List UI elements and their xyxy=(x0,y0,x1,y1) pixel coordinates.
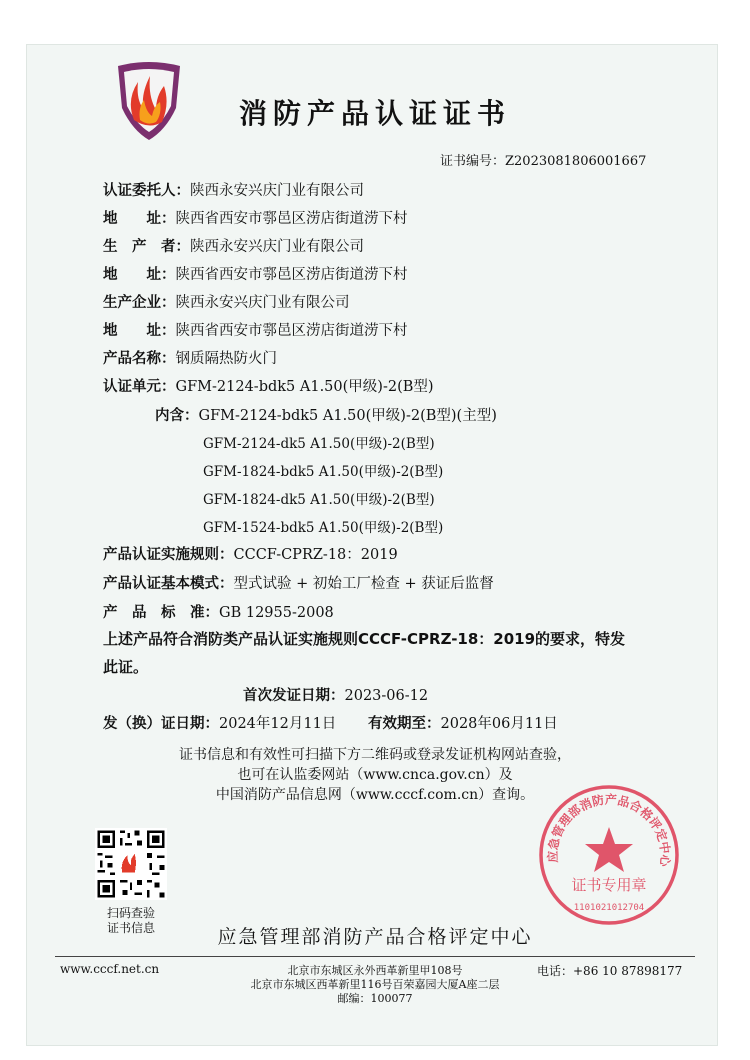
contains-item: GFM-2124-bdk5 A1.50(甲级)-2(B型)(主型) xyxy=(198,408,497,424)
mode-row xyxy=(103,572,494,593)
product-name-label: 产品名称： xyxy=(103,351,176,367)
contains-item: GFM-1824-dk5 A1.50(甲级)-2(B型) xyxy=(203,492,435,508)
address-value: 陕西省西安市鄠邑区涝店街道涝下村 xyxy=(175,267,408,283)
first-issue-date: 2023-06-12 xyxy=(344,688,429,704)
mode-value: 型式试验 + 初始工厂检查 + 获证后监督 xyxy=(233,576,494,592)
producer-row xyxy=(103,235,364,256)
footer-phone: 电话：+86 10 87898177 xyxy=(537,964,683,978)
footer-address: 北京市东城区永外西革新里甲108号 xyxy=(287,964,463,977)
applicant-row xyxy=(103,179,364,200)
certificate-title: 消防产品认证证书 xyxy=(238,97,511,130)
standard-value: GB 12955-2008 xyxy=(219,605,334,621)
applicant-address-row xyxy=(103,207,408,228)
official-seal-stamp xyxy=(536,782,682,928)
rules-value: CCCF-CPRZ-18：2019 xyxy=(233,547,398,563)
address-value: 陕西省西安市鄠邑区涝店街道涝下村 xyxy=(175,323,408,339)
footer-address: 北京市东城区西革新里116号百荣嘉园大厦A座二层 xyxy=(250,978,500,991)
mode-label: 产品认证基本模式： xyxy=(103,576,234,592)
seal-number: 1101021012704 xyxy=(573,903,645,913)
rules-label: 产品认证实施规则： xyxy=(103,547,234,563)
address-label: 地 址： xyxy=(103,323,176,339)
contains-item: GFM-1524-bdk5 A1.50(甲级)-2(B型) xyxy=(203,520,444,536)
issuing-organization: 应急管理部消防产品合格评定中心 xyxy=(217,926,533,948)
footer-postcode: 邮编：100077 xyxy=(337,992,413,1005)
manufacturer-row xyxy=(103,291,350,312)
valid-until-label: 有效期至： xyxy=(368,716,441,732)
manufacturer-label: 生产企业： xyxy=(103,295,176,311)
cert-unit-label: 认证单元： xyxy=(103,379,176,395)
address-value: 陕西省西安市鄠邑区涝店街道涝下村 xyxy=(175,211,408,227)
producer-label: 生 产 者： xyxy=(103,239,190,255)
first-issue-label: 首次发证日期： xyxy=(243,688,345,704)
issue-date: 2024年12月11日 xyxy=(219,716,337,732)
valid-until-row xyxy=(368,712,558,733)
seal-center-text: 证书专用章 xyxy=(571,876,647,894)
product-name-value: 钢质隔热防火门 xyxy=(175,351,277,367)
issue-date-row xyxy=(103,712,336,733)
certificate-number: 证书编号：Z2023081806001667 xyxy=(440,154,647,169)
qr-label-line: 扫码查验 xyxy=(106,906,155,920)
conformity-statement-end: 此证。 xyxy=(103,658,149,676)
address-label: 地 址： xyxy=(103,267,176,283)
producer-address-row xyxy=(103,263,408,284)
rules-row xyxy=(103,543,398,564)
qr-label-line: 证书信息 xyxy=(106,921,155,935)
cert-unit-row xyxy=(103,375,434,396)
footer-divider xyxy=(55,956,695,957)
contains-item: GFM-1824-bdk5 A1.50(甲级)-2(B型) xyxy=(203,464,444,480)
cert-unit-value: GFM-2124-bdk5 A1.50(甲级)-2(B型) xyxy=(175,379,434,395)
contains-label: 内含： xyxy=(155,408,199,424)
contains-row xyxy=(155,404,497,425)
contains-item: GFM-2124-dk5 A1.50(甲级)-2(B型) xyxy=(203,436,435,452)
seal-ring-text: 应急管理部消防产品合格评定中心 xyxy=(545,792,673,868)
applicant-value: 陕西永安兴庆门业有限公司 xyxy=(190,183,364,199)
product-name-row xyxy=(103,347,277,368)
verification-note: 也可在认监委网站（www.cnca.gov.cn）及 xyxy=(237,767,513,783)
address-label: 地 址： xyxy=(103,211,176,227)
manufacturer-address-row xyxy=(103,319,408,340)
verification-note: 证书信息和有效性可扫描下方二维码或登录发证机构网站查验， xyxy=(179,747,571,763)
valid-until-date: 2028年06月11日 xyxy=(440,716,558,732)
manufacturer-value: 陕西永安兴庆门业有限公司 xyxy=(175,295,350,311)
footer-website[interactable]: www.cccf.net.cn xyxy=(60,962,160,976)
producer-value: 陕西永安兴庆门业有限公司 xyxy=(190,239,364,255)
issue-date-label: 发（换）证日期： xyxy=(103,716,219,732)
standard-label: 产 品 标 准： xyxy=(103,605,219,621)
verification-note: 中国消防产品信息网（www.cccf.com.cn）查询。 xyxy=(215,787,535,803)
conformity-statement: 上述产品符合消防类产品认证实施规则CCCF-CPRZ-18：2019的要求，特发 xyxy=(103,630,626,648)
first-issue-row xyxy=(243,684,428,705)
standard-row xyxy=(103,601,334,622)
applicant-label: 认证委托人： xyxy=(103,183,190,199)
qr-code[interactable] xyxy=(95,828,167,900)
